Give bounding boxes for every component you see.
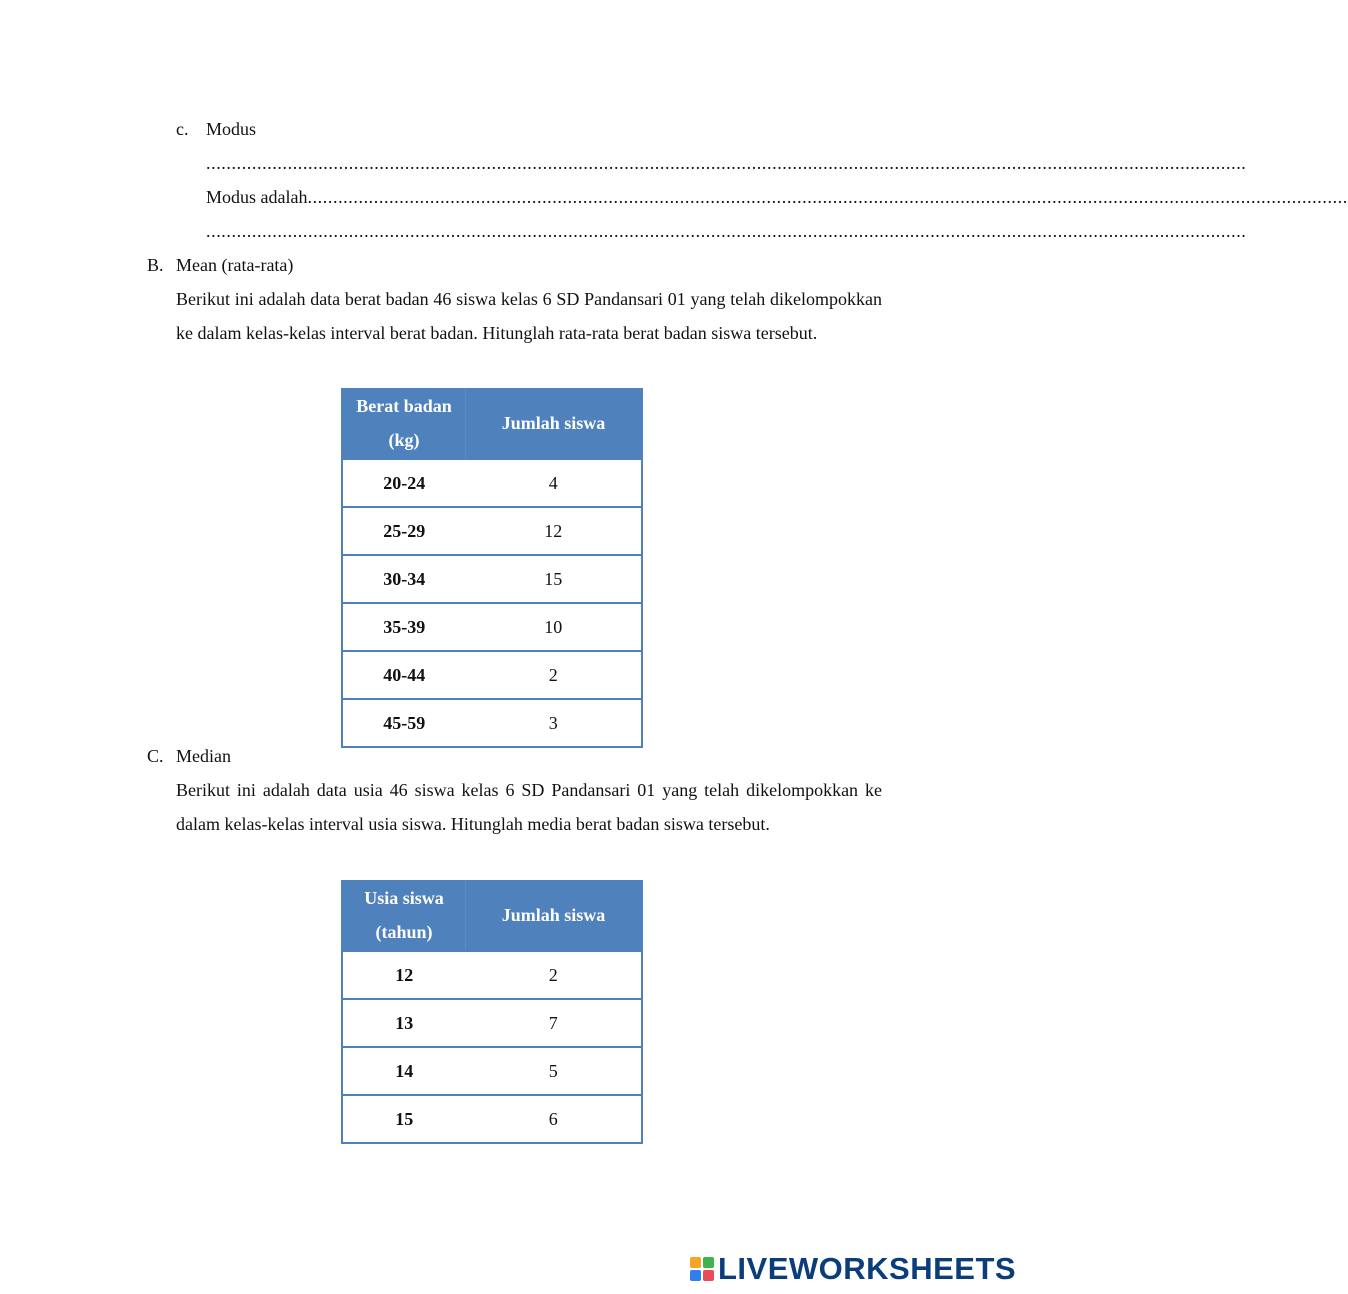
weight-range: 45-59 bbox=[342, 699, 466, 747]
column-header-age: Usia siswa (tahun) bbox=[342, 880, 466, 951]
answer-line-3[interactable]: ............................................................................................................................................................................................................ bbox=[206, 221, 1247, 241]
student-count: 15 bbox=[466, 555, 643, 603]
table-row bbox=[342, 603, 642, 651]
logo-mark-icon bbox=[690, 1257, 714, 1281]
logo-square bbox=[703, 1257, 714, 1268]
weight-range: 20-24 bbox=[342, 459, 466, 507]
student-count: 12 bbox=[466, 507, 643, 555]
age-value: 14 bbox=[342, 1047, 466, 1095]
modus-heading: Modus bbox=[206, 119, 257, 139]
mean-paragraph: Berikut ini adalah data berat badan 46 siswa kelas 6 SD Pandansari 01 yang telah dikelompokkan ke dalam kelas-kelas interval berat badan. Hitunglah rata-rata berat badan siswa tersebut. bbox=[176, 289, 882, 343]
student-count: 2 bbox=[466, 651, 643, 699]
table-row bbox=[342, 1095, 642, 1143]
answer-line-1[interactable]: ............................................................................................................................................................................................................ bbox=[206, 153, 1247, 173]
table-row bbox=[342, 555, 642, 603]
age-value: 13 bbox=[342, 999, 466, 1047]
weight-range: 25-29 bbox=[342, 507, 466, 555]
mean-heading: Mean (rata-rata) bbox=[176, 255, 294, 275]
table-row bbox=[342, 699, 642, 747]
section-marker-c: C. bbox=[147, 746, 164, 766]
table-row bbox=[342, 1047, 642, 1095]
list-marker-c: c. bbox=[176, 119, 189, 139]
weight-range: 40-44 bbox=[342, 651, 466, 699]
student-count: 5 bbox=[466, 1047, 643, 1095]
logo-square bbox=[690, 1257, 701, 1268]
modus-label: Modus adalah bbox=[206, 187, 308, 207]
logo-square bbox=[690, 1270, 701, 1281]
answer-line-2[interactable]: ............................................................................................................................................................................................................ bbox=[307, 187, 1348, 207]
logo-square bbox=[703, 1270, 714, 1281]
student-count: 2 bbox=[466, 951, 643, 999]
weight-range: 35-39 bbox=[342, 603, 466, 651]
age-value: 15 bbox=[342, 1095, 466, 1143]
table-row bbox=[342, 459, 642, 507]
age-value: 12 bbox=[342, 951, 466, 999]
median-paragraph: Berikut ini adalah data usia 46 siswa kelas 6 SD Pandansari 01 yang telah dikelompokkan ke dalam kelas-kelas interval usia siswa. Hitunglah media berat badan siswa tersebut. bbox=[176, 780, 882, 834]
modus-answer-row bbox=[206, 180, 1348, 214]
age-table-header bbox=[342, 880, 642, 951]
table-row bbox=[342, 651, 642, 699]
student-count: 3 bbox=[466, 699, 643, 747]
age-table bbox=[341, 880, 643, 1144]
logo-text: LIVEWORKSHEETS bbox=[718, 1251, 1017, 1286]
column-header-count: Jumlah siswa bbox=[466, 388, 643, 459]
liveworksheets-logo[interactable] bbox=[690, 1251, 1017, 1286]
student-count: 4 bbox=[466, 459, 643, 507]
column-header-weight: Berat badan (kg) bbox=[342, 388, 466, 459]
median-heading: Median bbox=[176, 746, 231, 766]
section-marker-b: B. bbox=[147, 255, 164, 275]
table-row bbox=[342, 999, 642, 1047]
weight-range: 30-34 bbox=[342, 555, 466, 603]
weight-table bbox=[341, 388, 643, 748]
table-row bbox=[342, 507, 642, 555]
student-count: 10 bbox=[466, 603, 643, 651]
table-row bbox=[342, 951, 642, 999]
student-count: 6 bbox=[466, 1095, 643, 1143]
student-count: 7 bbox=[466, 999, 643, 1047]
column-header-count: Jumlah siswa bbox=[466, 880, 643, 951]
weight-table-header bbox=[342, 388, 642, 459]
